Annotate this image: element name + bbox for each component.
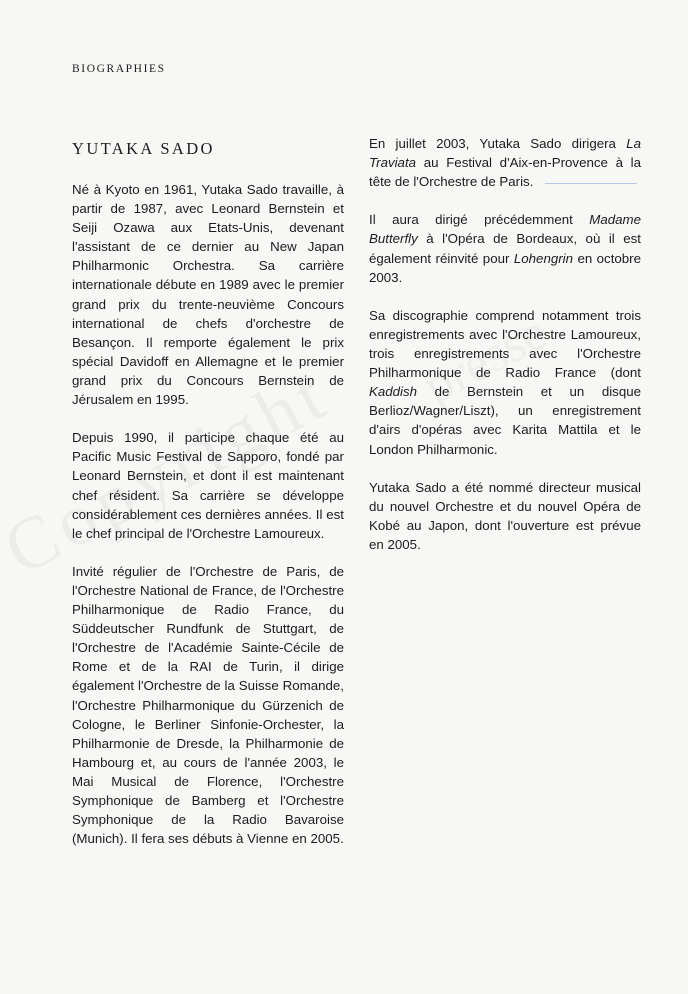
paragraph-discography xyxy=(369,306,641,459)
text-span: en octobre 2003. xyxy=(369,250,642,285)
biography-title: YUTAKA SADO xyxy=(72,139,215,158)
left-column xyxy=(72,180,344,867)
text-span: au Festival d'Aix-en-Provence à la tête de l'Orchestre de Paris. xyxy=(369,155,641,190)
pen-mark xyxy=(545,183,637,184)
italic-title: Madame Butterfly xyxy=(369,212,641,247)
paragraph-sapporo: Depuis 1990, il participe chaque été au Pacific Music Festival de Sapporo, fondé par Leonard Bernstein, et dont il est maintenant chef résident. Sa carrière se développe considérablement ces dernières années. Il est le chef principal de l'Orchestre Lamoureux. xyxy=(72,430,344,541)
text-span: Il aura dirigé précédemment xyxy=(369,212,590,228)
section-label: BIOGRAPHIES xyxy=(72,63,166,75)
italic-title: La Traviata xyxy=(369,136,641,171)
right-column xyxy=(369,134,641,573)
paragraph-guest-conductor: Invité régulier de l'Orchestre de Paris, de l'Orchestre National de France, de l'Orchestre Philharmonique de Radio France, du Süddeutscher Rundfunk de Stuttgart, de l'Orchestre de l'Académie Sainte-Cécile de Rome et de la RAI de Turin, il dirige également l'Orchestre de la Suisse Romande, l'Orchestre Philharmonique du Gürzenich de Cologne, le Berliner Sinfonie-Orchester, la Philharmonie de Dresde, la Philharmonie de Hambourg et, au cours de l'année 2003, le Mai Musical de Florence, l'Orchestre Symphonique de Bamberg et l'Orchestre Symphonique de la Radio Bavaroise (Munich). Il fera ses débuts à Vienne en 2005. xyxy=(72,563,344,847)
text-span: Sa discographie comprend notamment trois enregistrements avec l'Orchestre Lamoureux, trois enregistrements avec l'Orchestre Philharmonique de Radio France (dont xyxy=(369,307,641,381)
text-span: à l'Opéra de Bordeaux, où il est également réinvité pour xyxy=(369,231,641,266)
italic-title: Lohengrin xyxy=(513,250,574,266)
paragraph-kobe: Yutaka Sado a été nommé directeur musical du nouvel Orchestre et du nouvel Opéra de Kobé au Japon, dont l'ouverture est prévue en 2005. xyxy=(369,479,641,552)
text-span: de Bernstein et un disque Berlioz/Wagner/Liszt), un enregistrement d'airs d'opéras avec Karita Mattila et le London Philharmonic. xyxy=(369,384,641,457)
paragraph-early-career: Né à Kyoto en 1961, Yutaka Sado travaille, à partir de 1987, avec Leonard Bernstein et Seiji Ozawa aux Etats-Unis, devenant l'assistant de ce dernier au New Japan Philharmonic Orchestra. Sa carrière internationale débute en 1989 avec le premier grand prix du trente-neuvième Concours international de chefs d'orchestre de Besançon. Il remporte également le prix spécial Davidoff en Allemagne et le premier grand prix du Concours Bernstein de Jérusalem en 1995. xyxy=(72,182,344,408)
italic-title: Kaddish xyxy=(369,384,418,400)
paragraph-bordeaux xyxy=(369,210,641,286)
text-span: En juillet 2003, Yutaka Sado dirigera xyxy=(369,136,627,151)
